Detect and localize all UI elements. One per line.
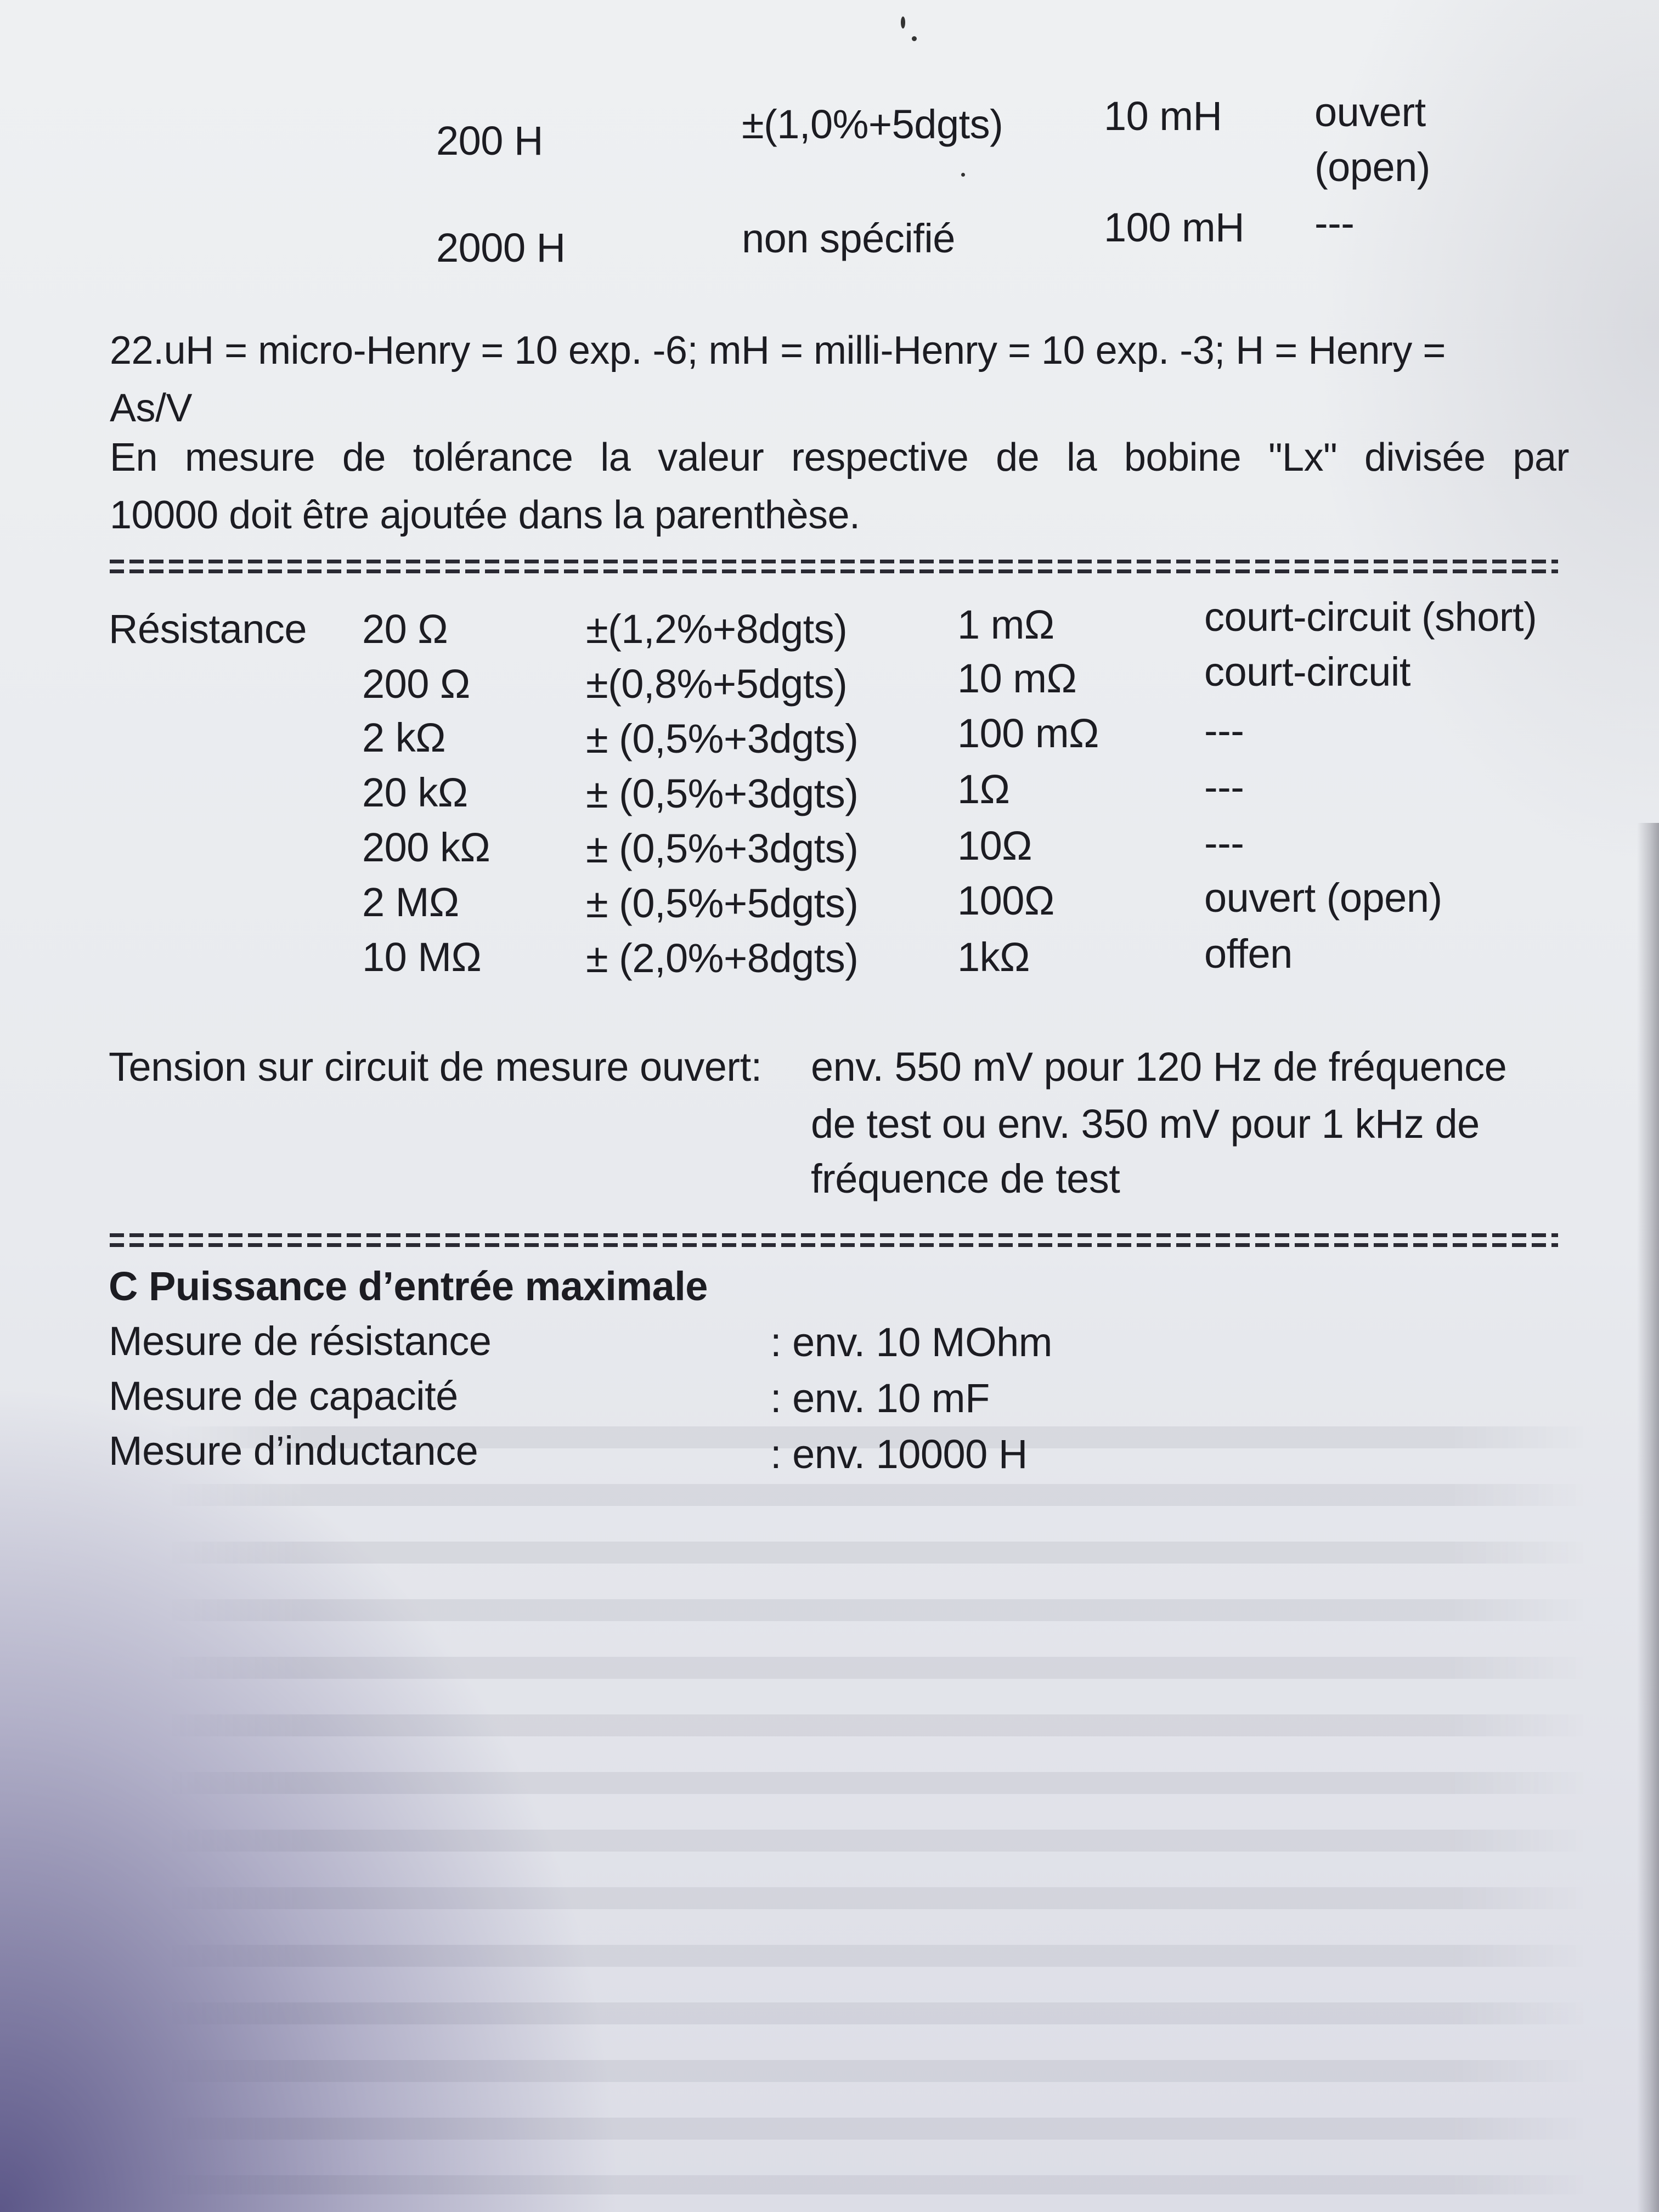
note-line: En mesure de tolérance la valeur respective de la bobine "Lx" divisée par (110, 436, 1569, 479)
resolution-cell: 10 mH (1104, 93, 1222, 139)
max-input-label: Mesure d’inductance (109, 1428, 478, 1474)
resolution-cell: 1 mΩ (957, 602, 1054, 647)
condition-cell: ouvert (open) (1204, 875, 1442, 921)
resolution-cell: 100 mH (1104, 205, 1245, 250)
accuracy-cell: ± (0,5%+3dgts) (586, 826, 859, 871)
resolution-cell: 1Ω (957, 766, 1010, 812)
tension-value-line: fréquence de test (811, 1156, 1120, 1201)
max-input-value: : env. 10 mF (770, 1375, 990, 1421)
condition-cell: offen (1204, 931, 1293, 977)
resolution-cell: 10Ω (957, 823, 1032, 868)
range-cell: 20 Ω (362, 606, 448, 652)
resolution-cell: 100 mΩ (957, 710, 1099, 756)
resolution-cell: 1kΩ (957, 934, 1030, 980)
condition-cell: --- (1204, 708, 1244, 753)
max-input-label: Mesure de capacité (109, 1373, 458, 1419)
page-edge-shadow (1637, 823, 1659, 2212)
range-cell: 10 MΩ (362, 934, 482, 980)
condition-cell: court-circuit (short) (1204, 594, 1537, 640)
range-cell: 2 MΩ (362, 879, 459, 925)
tension-value-line: de test ou env. 350 mV pour 1 kHz de (811, 1101, 1480, 1147)
condition-cell-continued: (open) (1314, 144, 1430, 190)
accuracy-cell: ± (2,0%+8dgts) (586, 935, 859, 981)
accuracy-cell: ± (0,5%+5dgts) (586, 881, 859, 926)
inductance-note (110, 321, 1569, 380)
condition-cell: --- (1314, 200, 1355, 246)
accuracy-cell: ± (0,5%+3dgts) (586, 716, 859, 761)
condition-cell: ouvert (1314, 89, 1426, 135)
condition-cell: --- (1204, 764, 1244, 810)
range-cell: 200 kΩ (362, 825, 490, 870)
resistance-label: Résistance (109, 606, 307, 652)
range-cell: 200 Ω (362, 661, 470, 707)
tension-label: Tension sur circuit de mesure ouvert: (109, 1044, 762, 1090)
tension-value-line: env. 550 mV pour 120 Hz de fréquence (811, 1044, 1507, 1090)
section-heading: C Puissance d’entrée maximale (109, 1263, 708, 1309)
accuracy-cell: ±(0,8%+5dgts) (586, 661, 848, 707)
condition-cell: --- (1204, 820, 1244, 866)
condition-cell: court-circuit (1204, 649, 1410, 695)
range-cell: 20 kΩ (362, 770, 468, 815)
accuracy-cell: ±(1,0%+5dgts) (742, 101, 1003, 147)
accuracy-cell: ± (0,5%+3dgts) (586, 771, 859, 816)
max-input-value: : env. 10000 H (770, 1431, 1028, 1477)
resolution-cell: 10 mΩ (957, 656, 1077, 701)
max-input-value: : env. 10 MOhm (770, 1319, 1052, 1365)
separator-line (110, 1227, 1558, 1253)
note-line: 10000 doit être ajoutée dans la parenthèse. (110, 493, 860, 537)
ink-speck (912, 36, 917, 41)
max-input-label: Mesure de résistance (109, 1318, 492, 1364)
bleed-through-texture (165, 1426, 1591, 2194)
inductance-note (110, 486, 1569, 545)
range-cell: 2000 H (436, 225, 566, 270)
resolution-cell: 100Ω (957, 878, 1054, 923)
accuracy-cell: non spécifié (742, 216, 955, 261)
range-cell: 200 H (436, 118, 543, 163)
ink-speck (901, 16, 905, 29)
range-cell: 2 kΩ (362, 715, 446, 760)
note-line: 22.uH = micro-Henry = 10 exp. -6; mH = milli-Henry = 10 exp. -3; H = Henry = (110, 329, 1446, 373)
separator-line (110, 553, 1558, 579)
ink-speck (961, 173, 965, 177)
accuracy-cell: ±(1,2%+8dgts) (586, 606, 848, 652)
note-line: As/V (110, 386, 193, 430)
inductance-note (110, 428, 1569, 487)
